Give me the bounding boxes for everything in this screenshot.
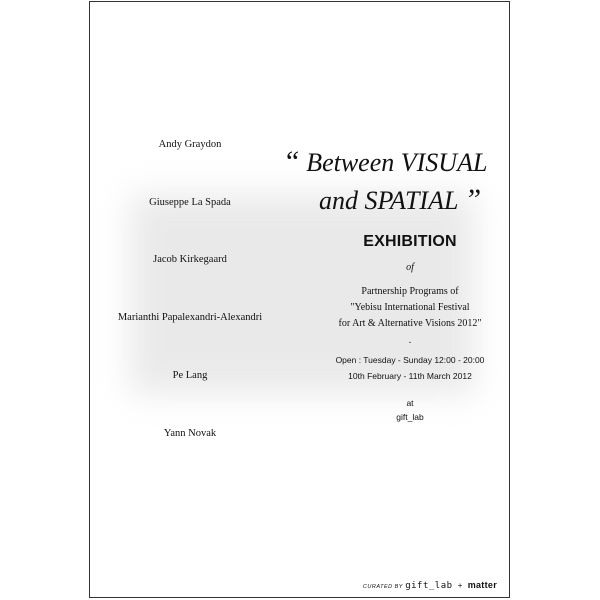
open-hours: Open : Tuesday - Sunday 12:00 - 20:00 [335,355,485,365]
close-quote: ” [464,183,482,216]
open-quote: “ [283,145,300,178]
title-text-line1: Between VISUAL [306,148,488,177]
exhibition-title-line2 [319,183,482,216]
program-line: for Art & Alternative Visions 2012" [338,318,482,329]
venue-at: at [406,398,414,408]
artist-name: Andy Graydon [158,139,222,150]
artist-name: Marianthi Papalexandri-Alexandri [117,312,263,323]
program-line: "Yebisu International Festival [350,302,470,313]
footer-credits [363,580,497,591]
plus-separator: + [457,581,463,590]
gift-lab-logo: gift_lab [405,581,453,591]
separator-dot: . [408,335,412,346]
matter-logo: matter [467,580,497,590]
venue-name: gift_lab [396,412,424,422]
title-text-line2: and SPATIAL [319,186,458,215]
artist-name: Pe Lang [172,370,208,381]
program-line: Partnership Programs of [361,286,459,297]
exhibition-dates: 10th February - 11th March 2012 [348,371,472,381]
exhibition-label: EXHIBITION [363,233,457,250]
exhibition-title-line1 [283,145,488,178]
artist-name: Jacob Kirkegaard [153,254,227,265]
curated-by-label: CURATED BY [362,584,403,590]
artist-name: Giuseppe La Spada [149,197,231,208]
exhibition-poster [89,1,510,598]
artist-name: Yann Novak [163,428,217,439]
of-label: of [406,262,414,273]
